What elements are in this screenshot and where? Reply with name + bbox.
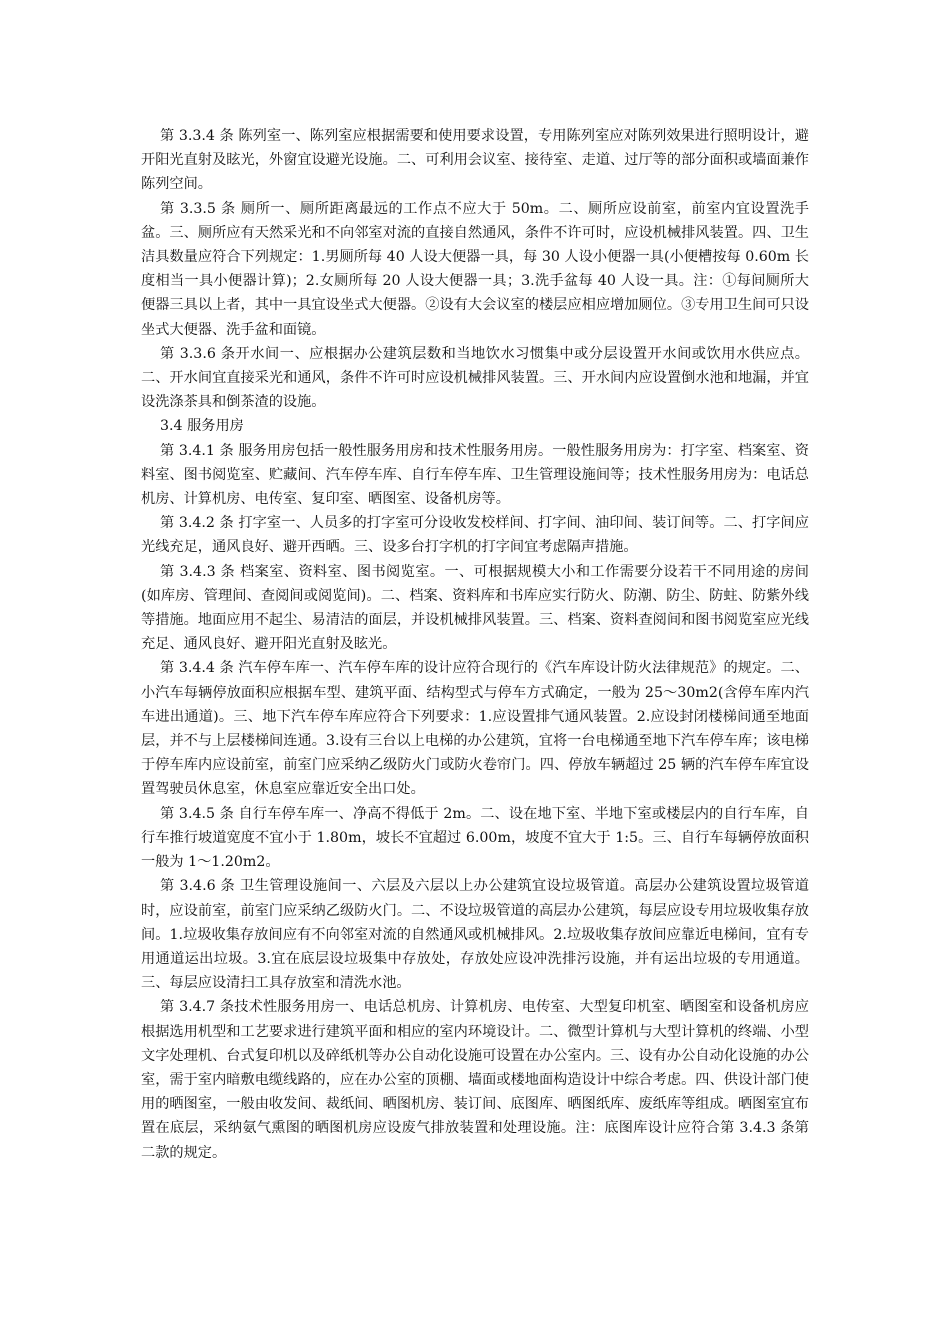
clause-3-3-6-water-room: 第 3.3.6 条开水间一、应根据办公建筑层数和当地饮水习惯集中或分层设置开水间或饮用水供应点。二、开水间宜直接采光和通风，条件不许可时应设机械排风装置。三、开水间内应设置倒水池和地漏，并宜设洗涤茶具和倒茶渣的设施。 (141, 345, 809, 411)
clause-3-4-3-archive-room: 第 3.4.3 条 档案室、资料室、图书阅览室。一、可根据规模大小和工作需要分设若干不同用途的房间(如库房、管理间、查阅间或阅览间)。二、档案、资料库和书库应实行防火、防潮、防尘、防蛀、防紫外线等措施。地面应用不起尘、易清洁的面层，并设机械排风装置。三、档案、资料查阅间和图书阅览室应光线充足、通风良好、避开阳光直射及眩光。 (141, 563, 809, 653)
clause-3-3-4-exhibition-room: 第 3.3.4 条 陈列室一、陈列室应根据需要和使用要求设置，专用陈列室应对陈列效果进行照明设计，避开阳光直射及眩光，外窗宜设避光设施。二、可利用会议室、接待室、走道、过厅等的部分面积或墙面兼作陈列空间。 (141, 128, 809, 193)
section-heading-3-4: 3.4 服务用房 (160, 418, 244, 435)
clause-3-4-5-bicycle-garage: 第 3.4.5 条 自行车停车库一、净高不得低于 2m。二、设在地下室、半地下室或楼层内的自行车库，自行车推行坡道宽度不宜小于 1.80m，坡长不宜超过 6.00m，坡度不宜大于 1:5。三、自行车每辆停放面积一般为 1～1.20m2。 (141, 805, 809, 871)
clause-3-4-1-service-rooms: 第 3.4.1 条 服务用房包括一般性服务用房和技术性服务用房。一般性服务用房为：打字室、档案室、资料室、图书阅览室、贮藏间、汽车停车库、自行车停车库、卫生管理设施间等；技术性服务用房为：电话总机房、计算机房、电传室、复印室、晒图室、设备机房等。 (141, 442, 809, 508)
clause-3-3-5-toilets: 第 3.3.5 条 厕所一、厕所距离最远的工作点不应大于 50m。二、厕所应设前室，前室内宜设置洗手盆。三、厕所应有天然采光和不向邻室对流的直接自然通风，条件不许可时，应设机械排风装置。四、卫生洁具数量应符合下列规定：1.男厕所每 40 人设大便器一具，每 30 人设小便器一具(小便槽按每 0.60m 长度相当一具小便器计算)；2.女厕所每 20 人设大便器一具；3.洗手盆每 40 人设一具。注：①每间厕所大便器三具以上者，其中一具宜设坐式大便器。②设有大会议室的楼层应相应增加厕位。③专用卫生间可只设坐式大便器、洗手盆和面镜。 (141, 200, 809, 338)
document-page (141, 124, 809, 1165)
clause-3-4-2-typing-room: 第 3.4.2 条 打字室一、人员多的打字室可分设收发校样间、打字间、油印间、装订间等。二、打字间应光线充足，通风良好、避开西晒。三、设多台打字机的打字间宜考虑隔声措施。 (141, 515, 809, 556)
clause-3-4-4-car-garage: 第 3.4.4 条 汽车停车库一、汽车停车库的设计应符合现行的《汽车库设计防火法律规范》的规定。二、小汽车每辆停放面积应根据车型、建筑平面、结构型式与停车方式确定，一般为 25～30m2(含停车库内汽车进出通道)。三、地下汽车停车库应符合下列要求：1.应设置排气通风装置。2.应设封闭楼梯间通至地面层，并不与上层楼梯间连通。3.设有三台以上电梯的办公建筑，宜将一台电梯通至地下汽车停车库；该电梯于停车库内应设前室，前室门应采纳乙级防火门或防火卷帘门。四、停放车辆超过 25 辆的汽车停车库宜设置驾驶员休息室，休息室应靠近安全出口处。 (141, 660, 809, 798)
clause-3-4-7-technical-rooms: 第 3.4.7 条技术性服务用房一、电话总机房、计算机房、电传室、大型复印机室、晒图室和设备机房应根据选用机型和工艺要求进行建筑平面和相应的室内环境设计。二、微型计算机与大型计算机的终端、小型文字处理机、台式复印机以及碎纸机等办公自动化设施可设置在办公室内。三、设有办公自动化设施的办公室，需于室内暗敷电缆线路的，应在办公室的顶棚、墙面或楼地面构造设计中综合考虑。四、供设计部门使用的晒图室，一般由收发间、裁纸间、晒图机房、装订间、底图库、晒图纸库、废纸库等组成。晒图室宜布置在底层，采纳氨气熏图的晒图机房应设废气排放装置和处理设施。注：底图库设计应符合第 3.4.3 条第二款的规定。 (141, 999, 809, 1161)
clause-3-4-6-sanitation-room: 第 3.4.6 条 卫生管理设施间一、六层及六层以上办公建筑宜设垃圾管道。高层办公建筑设置垃圾管道时，应设前室，前室门应采纳乙级防火门。二、不设垃圾管道的高层办公建筑，每层应设专用垃圾收集存放间。1.垃圾收集存放间应有不向邻室对流的自然通风或机械排风。2.垃圾收集存放间应靠近电梯间，宜有专用通道运出垃圾。3.宜在底层设垃圾集中存放处，存放处应设冲洗排污设施，并有运出垃圾的专用通道。三、每层应设清扫工具存放室和清洗水池。 (141, 878, 809, 992)
